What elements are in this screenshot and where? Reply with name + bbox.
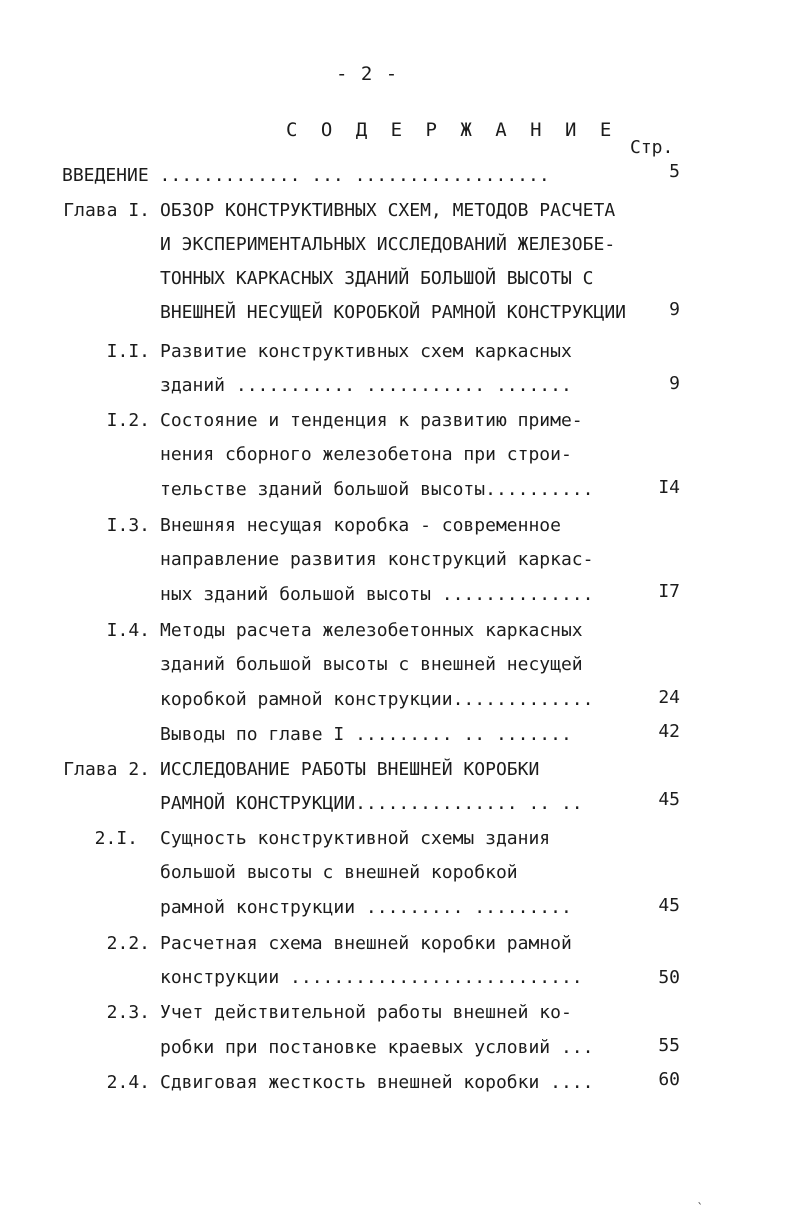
chapter-2-label: Глава 2. [63, 759, 150, 780]
section-1-1-line: зданий ........... ........... ....... [160, 375, 572, 396]
section-2-2-line: Расчетная схема внешней коробки рамной [160, 933, 572, 954]
section-2-2-page: 50 [658, 967, 680, 988]
section-1-3-label: I.3. [106, 515, 150, 536]
section-2-3-line: Учет действительной работы внешней ко- [160, 1002, 572, 1023]
section-1-1-label: I.I. [106, 341, 150, 362]
section-1-3-page: I7 [658, 581, 680, 602]
section-1-2-line: Состояние и тенденция к развитию приме- [160, 410, 583, 431]
section-2-1-line: рамной конструкции ......... ......... [160, 897, 572, 918]
section-2-1-label: 2.I. [94, 828, 138, 849]
chapter-1-title-line: ВНЕШНЕЙ НЕСУЩЕЙ КОРОБКОЙ РАМНОЙ КОНСТРУКЦИИ [160, 302, 626, 323]
section-2-4-line: Сдвиговая жесткость внешней коробки .... [160, 1072, 594, 1093]
section-1-4-label: I.4. [106, 620, 150, 641]
section-1-4-line: зданий большой высоты с внешней несущей [160, 654, 583, 675]
section-1-3-line: Внешняя несущая коробка - современное [160, 515, 561, 536]
page-number: - 2 - [336, 63, 399, 85]
chapter-1-title-line: И ЭКСПЕРИМЕНТАЛЬНЫХ ИССЛЕДОВАНИЙ ЖЕЛЕЗОБЕ- [160, 234, 616, 255]
chapter-1-page: 9 [669, 299, 680, 320]
chapter-2-page: 45 [658, 789, 680, 810]
scan-speck: ˎ [696, 1190, 704, 1204]
section-1-2-line: тельстве зданий большой высоты.......... [160, 479, 594, 500]
toc-title: С О Д Е Р Ж А Н И Е [286, 119, 618, 141]
section-2-4-page: 60 [658, 1069, 680, 1090]
section-2-2-line: конструкции ........................... [160, 967, 583, 988]
section-1-3-line: ных зданий большой высоты .............. [160, 584, 594, 605]
chapter-1-title-line: ОБЗОР КОНСТРУКТИВНЫХ СХЕМ, МЕТОДОВ РАСЧЕТА [160, 200, 616, 221]
chapter-2-title-line: РАМНОЙ КОНСТРУКЦИИ............... .. .. [160, 793, 583, 814]
section-2-3-page: 55 [658, 1035, 680, 1056]
toc-entry-intro-page: 5 [669, 161, 680, 182]
page-column-header: Стр. [630, 137, 674, 158]
section-1-1-line: Развитие конструктивных схем каркасных [160, 341, 572, 362]
section-1-4-page: 24 [658, 687, 680, 708]
toc-entry-intro-text: ВВЕДЕНИЕ ............. ... .................. [62, 165, 550, 186]
chapter-1-label: Глава I. [63, 200, 150, 221]
chapter-1-title-line: ТОННЫХ КАРКАСНЫХ ЗДАНИЙ БОЛЬШОЙ ВЫСОТЫ С [160, 268, 594, 289]
section-2-2-label: 2.2. [106, 933, 150, 954]
chapter-1-conclusion-page: 42 [658, 721, 680, 742]
section-2-1-page: 45 [658, 895, 680, 916]
section-1-3-line: направление развития конструкций каркас- [160, 549, 594, 570]
section-2-4-label: 2.4. [106, 1072, 150, 1093]
section-2-1-line: большой высоты с внешней коробкой [160, 862, 518, 883]
section-1-4-line: коробкой рамной конструкции............. [160, 689, 594, 710]
section-2-3-label: 2.3. [106, 1002, 150, 1023]
section-2-3-line: робки при постановке краевых условий ... [160, 1037, 594, 1058]
section-1-2-label: I.2. [106, 410, 150, 431]
section-1-2-line: нения сборного железобетона при строи- [160, 444, 572, 465]
section-1-4-line: Методы расчета железобетонных каркасных [160, 620, 583, 641]
section-1-1-page: 9 [669, 373, 680, 394]
chapter-2-title-line: ИССЛЕДОВАНИЕ РАБОТЫ ВНЕШНЕЙ КОРОБКИ [160, 759, 540, 780]
chapter-1-conclusion-text: Выводы по главе I ......... .. ....... [160, 724, 572, 745]
section-1-2-page: I4 [658, 477, 680, 498]
section-2-1-line: Сущность конструктивной схемы здания [160, 828, 551, 849]
